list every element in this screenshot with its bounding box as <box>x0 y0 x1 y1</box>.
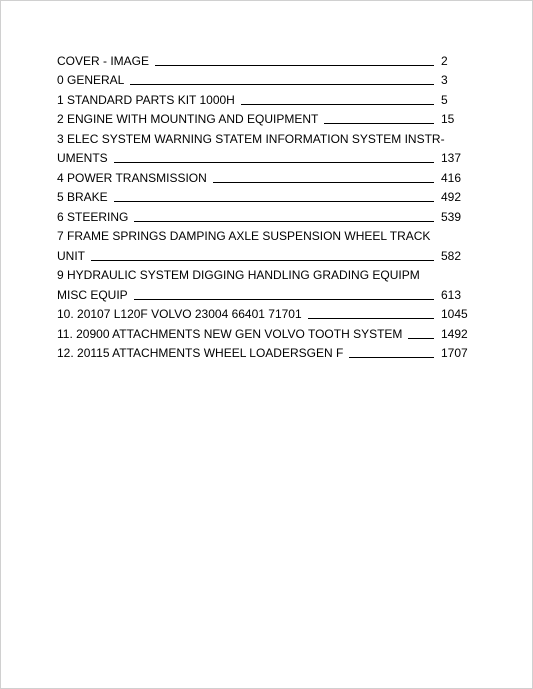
toc-entry-label: 0 GENERAL <box>57 73 125 87</box>
toc-entry[interactable] <box>57 302 473 322</box>
toc-entry[interactable] <box>57 146 473 166</box>
toc-entry-label: 11. 20900 ATTACHMENTS NEW GEN VOLVO TOOTH SYSTEM <box>57 326 403 341</box>
toc-entry-label: 1 STANDARD PARTS KIT 1000H <box>57 92 235 107</box>
toc-entry-label: 2 ENGINE WITH MOUNTING AND EQUIPMENT <box>57 112 319 126</box>
toc-leader-line <box>134 299 434 300</box>
toc-page-number: 582 <box>441 248 462 263</box>
toc-leader-line <box>213 182 434 183</box>
table-of-contents <box>57 48 473 360</box>
toc-entry[interactable] <box>57 321 473 341</box>
toc-leader-line <box>408 338 434 339</box>
toc-page-number: 5 <box>441 92 448 107</box>
toc-leader-line <box>91 260 434 261</box>
toc-leader-line <box>155 65 434 66</box>
toc-leader-line <box>114 201 434 202</box>
toc-entry-label: UMENTS <box>57 151 108 165</box>
toc-leader-line <box>349 357 434 358</box>
toc-entry[interactable] <box>57 68 473 88</box>
toc-entry-label: COVER - IMAGE <box>57 53 150 68</box>
toc-entry-label-line1: 7 FRAME SPRINGS DAMPING AXLE SUSPENSION WHEEL TRACK <box>57 229 431 243</box>
toc-entry[interactable] <box>57 48 473 68</box>
toc-entry-label: 5 BRAKE <box>57 190 108 204</box>
toc-entry[interactable] <box>57 107 473 127</box>
toc-page-number: 137 <box>441 151 462 165</box>
toc-page-number: 1492 <box>441 326 468 341</box>
toc-leader-line <box>324 123 434 124</box>
toc-entry[interactable] <box>57 341 473 361</box>
toc-entry-label: 10. 20107 L120F VOLVO 23004 66401 71701 <box>57 307 302 321</box>
toc-entry-label: UNIT <box>57 248 85 263</box>
toc-leader-line <box>114 162 434 163</box>
toc-entry-label: 12. 20115 ATTACHMENTS WHEEL LOADERSGEN F <box>57 346 344 360</box>
toc-entry[interactable] <box>57 87 473 107</box>
toc-page-number: 539 <box>441 209 462 224</box>
toc-entry-first-line[interactable] <box>57 126 473 146</box>
toc-entry-label-line1: 3 ELEC SYSTEM WARNING STATEM INFORMATION SYSTEM INSTR- <box>57 131 445 146</box>
toc-entry-label: MISC EQUIP <box>57 287 128 302</box>
toc-page-number: 3 <box>441 73 448 87</box>
toc-entry[interactable] <box>57 204 473 224</box>
toc-leader-line <box>134 221 434 222</box>
toc-entry-first-line[interactable] <box>57 263 473 283</box>
toc-entry-label: 6 STEERING <box>57 209 129 224</box>
toc-entry[interactable] <box>57 165 473 185</box>
toc-entry-label: 4 POWER TRANSMISSION <box>57 170 207 185</box>
toc-page-number: 613 <box>441 287 462 302</box>
toc-page-number: 492 <box>441 190 462 204</box>
toc-entry[interactable] <box>57 282 473 302</box>
toc-page-number: 416 <box>441 170 462 185</box>
toc-leader-line <box>241 104 434 105</box>
toc-entry[interactable] <box>57 185 473 205</box>
toc-entry-label-line1: 9 HYDRAULIC SYSTEM DIGGING HANDLING GRADING EQUIPM <box>57 268 420 282</box>
toc-leader-line <box>130 84 434 85</box>
toc-entry-first-line[interactable] <box>57 224 473 244</box>
toc-page-number: 15 <box>441 112 455 126</box>
toc-page-number: 1707 <box>441 346 468 360</box>
toc-page-number: 1045 <box>441 307 468 321</box>
toc-page-number: 2 <box>441 53 448 68</box>
toc-entry[interactable] <box>57 243 473 263</box>
toc-leader-line <box>308 318 434 319</box>
